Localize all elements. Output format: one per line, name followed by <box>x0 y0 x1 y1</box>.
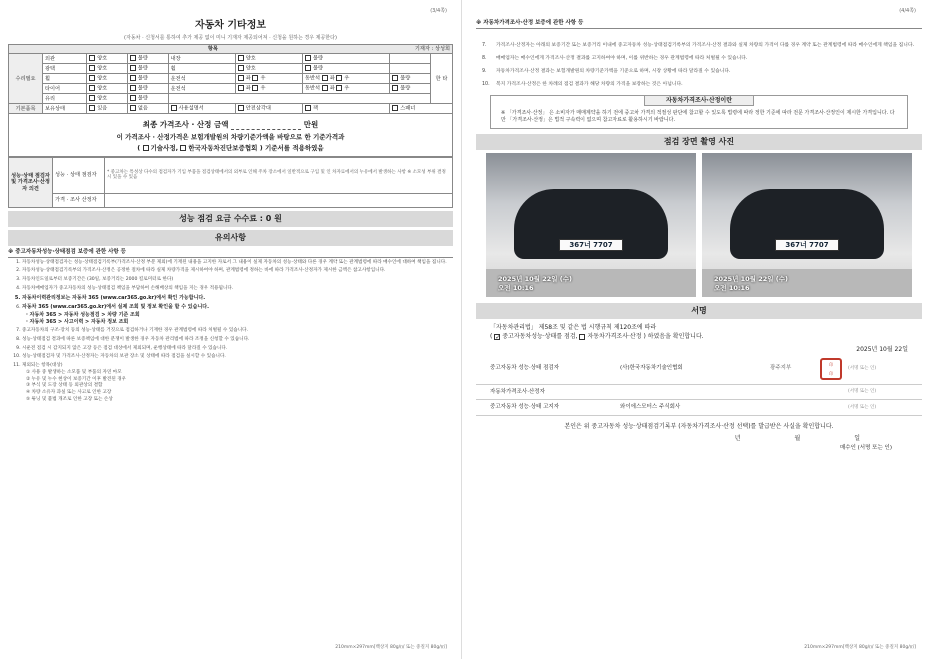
row-part: 외관 <box>43 54 87 64</box>
list-item: 3. 자동차인도일로부터 보증기간은 (30일, 보증거리는 2000 킬로미터로 한다) <box>22 277 453 283</box>
document-title: 자동차 기타정보 <box>194 20 267 31</box>
list-item: 11. 제외되는 항목(대상) ① 사용 중 발생하는 소모품 및 부품의 자연 마모 ② 누유 및 누수 현상이 보증기간 이후 발견된 경우 ③ 부식 및 도장 상태 등 외관상의 결함 ④ 차량 소유자 과실 또는 사고로 인한 고장 ⑤ 튜닝 및 불법 개조로 인한 고장 또는 손상 <box>22 363 453 402</box>
signer-row: 중고자동차 성능·상태 고지자 와이에스모터스 주식회사 (서명 또는 인) <box>476 400 922 416</box>
page-footer: 210mm×297mm[백상지 80g/㎡ 또는 중질지 80g/㎡] <box>804 645 916 651</box>
checkbox[interactable] <box>305 55 311 61</box>
document-subtitle: (자동차 · 신청서를 통하여 추가 제공 없이 미니 기재자 제공되어져 · 신청을 원하는 경우 제공한다) <box>124 34 337 41</box>
final-price-box: 최종 가격조사 · 산정 금액 만원 이 가격조사 · 산정가격은 보험개발원의 차량기준가액을 바탕으로 한 기준가격과 ( 기술사정, 한국자동차진단보증협회 ) 기준서를 적용하였음 <box>8 114 453 157</box>
left-page <box>0 0 462 659</box>
checkbox[interactable] <box>180 145 186 151</box>
checkbox[interactable] <box>392 105 398 111</box>
price-notes <box>476 43 922 88</box>
checkbox[interactable] <box>392 85 398 91</box>
signature-date: 2025년 10월 22일 <box>856 346 908 353</box>
appraiser-text: ※ 「가격조사·산정」 은 소비자가 매매계약을 하기 전에 중고차 가격의 적절성 판단에 참고할 수 있도록 법령에 따라 정한 기준에 따라 전문 가격조사·산정인이 제시한 가격입니다. 다만 「가격조사·산정」은 법적 구속력이 없으며 참고자료로 활용하시기 바랍니다. <box>501 110 895 123</box>
notice-title: 유의사항 <box>8 230 453 246</box>
notice-subtitle: ※ 중고자동차성능·상태점검 보증에 관한 사항 등 <box>8 249 453 258</box>
checkbox[interactable] <box>171 105 177 111</box>
buyer-confirmation: 본인은 위 중고자동차 성능·상태점검기록부 (자동차가격조사·산정 선택)를 발급받은 사실을 확인합니다. <box>564 423 834 431</box>
page-number: (4/4쪽) <box>899 8 916 14</box>
signer-row: 자동차가격조사·산정자 (서명 또는 인) <box>476 385 922 401</box>
checkbox[interactable] <box>252 75 258 81</box>
list-item: 8. 성능·상태점검 결과에 따른 보증책임에 대한 분쟁이 발생한 경우 자동차 관리법에 따라 조정을 신청할 수 있습니다. <box>22 337 453 343</box>
checkbox[interactable] <box>130 105 136 111</box>
checkbox[interactable] <box>238 55 244 61</box>
checkbox[interactable] <box>336 85 342 91</box>
inspection-table: 항목 기재자 : 상성희 수리필요 외관 양호 불량 내장 양호 불량 한 타 광택 양호 불량 휠 양호 불량 휠 양호 불량 운전석 좌 우 동반석 좌 우 불량 타이어 양호 불량 운전석 좌 우 동반석 좌 우 불량 유리 양호 불량 기본품목 보유상태 있음 없음 사용설명서 안전삼각대 잭 스패너 <box>8 44 453 115</box>
right-page <box>468 0 930 659</box>
inspection-photo <box>486 153 696 297</box>
checkbox[interactable] <box>89 55 95 61</box>
inspection-photo <box>702 153 912 297</box>
checkbox[interactable] <box>89 85 95 91</box>
checkbox[interactable] <box>130 55 136 61</box>
list-item: 7. 가격조사·산정자는 아래의 보증기간 또는 보증거리 이내에 중고자동차 성능·상태점검기록부의 가격조사·산정 결과와 실제 차량의 가격이 다를 경우 계약 또는 관계법령에 따라 매수인에게 책임을 집니다. <box>482 42 915 48</box>
list-item: 5. 자동차이력관리정보는 자동차 365 (www.car365.go.kr)에서 확인 가능합니다. <box>22 295 453 301</box>
checkbox[interactable] <box>238 85 244 91</box>
license-plate: 367너 7707 <box>559 239 623 251</box>
checkbox[interactable] <box>392 75 398 81</box>
inspection-photos <box>476 150 922 300</box>
list-item: 2. 자동차성능·상태점검기록부의 가격조사·산정은 공정한 절차에 따라 실제 차량가격을 제시하여야 하며, 관계법령에 정하는 바에 따라 가격조사·산정자가 제시한 금액은 참고사항입니다. <box>22 268 453 274</box>
list-item: 7. 중고자동차의 구조·장치 등의 성능·상태를 거짓으로 점검하거나 기재한 경우 관계법령에 따라 처벌될 수 있습니다. <box>22 328 453 334</box>
signer-row: 중고자동차 성능·상태 점검자 (사)한국자동차기술인협회 광주지부 印 印 (서명 또는 인) <box>476 354 922 385</box>
appraiser-info-box <box>490 95 908 129</box>
checkbox[interactable] <box>238 65 244 71</box>
page-footer: 210mm×297mm[백상지 80g/㎡ 또는 중질지 80g/㎡] <box>335 645 447 651</box>
page-number: (3/4쪽) <box>430 8 447 14</box>
list-item: 8. 매매업자는 매수인에게 가격조사·산정 결과를 고지하여야 하며, 이를 위반하는 경우 관계법령에 따라 처벌될 수 있습니다. <box>482 55 748 61</box>
signature-title: 서명 <box>476 303 922 319</box>
checkbox[interactable] <box>143 145 149 151</box>
checkbox[interactable] <box>336 75 342 81</box>
checkbox[interactable] <box>238 105 244 111</box>
checkbox[interactable] <box>305 65 311 71</box>
signature-statement: 「자동차관리법」 제58조 및 같은 법 시행규칙 제120조에 따라 ( ✓중고자동차성능·상태를 점검, 자동차가격조사·산정 ) 하였음을 확인합니다. <box>476 319 922 346</box>
notice-list <box>8 260 453 403</box>
list-item: 10. 복지 가격조사·산정은 한 차례의 점검 결과가 해당 차량의 가격을 보장하는 것은 아닙니다. <box>482 81 683 87</box>
checkbox[interactable] <box>322 85 328 91</box>
list-item: 1. 자동차성능·상태점검자는 성능·상태점검기록부(가격조사·산정 부분 제외)에 기재된 내용을 고지한 자로서 그 내용이 실제 자동차의 성능·상태와 다른 경우 계약 또는 관계법령에 따라 매수인에 대하여 책임을 집니다. <box>22 260 453 266</box>
price-basis: 이 가격조사 · 산정가격은 보험개발원의 차량기준가액을 바탕으로 한 기준가격과 <box>116 132 345 141</box>
repair-label: 수리필요 <box>9 54 43 104</box>
checkbox[interactable] <box>305 105 311 111</box>
list-item: 10. 성능·상태점검자 및 가격조사·산정자는 자동차의 보관 장소 및 상태에 따라 점검을 실시할 수 있습니다. <box>22 354 453 360</box>
checkbox[interactable] <box>130 65 136 71</box>
checkbox[interactable] <box>89 65 95 71</box>
list-item: 6. 자동차 365 (www.car365.go.kr)에서 실제 조회 및 정보 확인을 할 수 있습니다. · 자동차 365 > 자동차 성능점검 > 차량 기준 조회 · 자동차 365 > 사고이력 > 자동차 정보 조회 <box>22 304 453 325</box>
appraiser-title: 자동차가격조사·산정이란 <box>644 95 754 107</box>
opinion-table: 성능·상태 점검자 및 가격조사·산정자 의견 성능 · 상태 점검자 * 중고차는 특성상 다수의 점검자가 기입 부품을 점검상태에서의 외부로 인해 주차 장소에서 일반적으로 구입 및 인 차자료에서의 누유에서 발생하는 사항 ※ 소모성 부위 결정 시 있을 수 있음 가격 · 조사 산정자 <box>8 157 453 208</box>
top-note: ※ 자동차가격조사·산정 보증에 관한 사항 등 <box>476 20 922 29</box>
basic-items-label: 기본품목 <box>9 104 43 114</box>
buyer-signature: 매수인 (서명 또는 인) <box>839 445 892 452</box>
checkbox[interactable] <box>494 334 500 340</box>
checkbox[interactable] <box>579 334 585 340</box>
confirm-date: 년 월 일 <box>734 434 886 442</box>
checkbox[interactable] <box>130 85 136 91</box>
price-field[interactable] <box>231 122 301 130</box>
checkbox[interactable] <box>322 75 328 81</box>
photo-date: 2025년 10월 22일 (수) <box>714 274 789 283</box>
opinion-text: * 중고차는 특성상 다수의 점검자가 기입 부품을 점검상태에서의 외부로 인해 주차 장소에서 일반적으로 구입 및 인 차자료에서의 누유에서 발생하는 사항 ※ 소모성 부위 결정 시 있을 수 있음 <box>105 157 453 193</box>
seal-stamp: 印 印 <box>820 358 842 380</box>
photo-date: 2025년 10월 22일 (수) <box>498 274 573 283</box>
checkbox[interactable] <box>252 85 258 91</box>
checkbox[interactable] <box>238 75 244 81</box>
checkbox[interactable] <box>89 105 95 111</box>
checkbox[interactable] <box>130 75 136 81</box>
checkbox[interactable] <box>89 95 95 101</box>
photo-time: 오전 10:16 <box>714 283 750 292</box>
fee-bar: 성능 점검 요금 수수료 : 0 원 <box>8 211 453 227</box>
photo-section-title: 점검 장면 촬영 사진 <box>476 134 922 150</box>
price-title: 최종 가격조사 · 산정 금액 <box>142 120 229 130</box>
list-item: 9. 자동차가격조사·산정 결과는 보험개발원의 차량기준가액을 기준으로 하며, 시장 상황에 따라 달라질 수 있습니다. <box>482 68 731 74</box>
checkbox[interactable] <box>130 95 136 101</box>
list-item: 4. 자동차매매업자가 중고자동차의 성능·상태점검 책임을 부담하여 손해배상의 책임을 지는 경우 적용됩니다. <box>22 286 453 292</box>
license-plate: 367너 7707 <box>775 239 839 251</box>
opinion-label: 성능·상태 점검자 및 가격조사·산정자 의견 <box>9 157 53 207</box>
list-item: 9. 시운전 점검 시 감지되지 않은 고장 등은 점검 대상에서 제외되며, 운행상태에 따라 달라질 수 있습니다. <box>22 346 453 352</box>
table-header: 항목 기재자 : 상성희 <box>9 44 453 54</box>
photo-time: 오전 10:16 <box>498 283 534 292</box>
checkbox[interactable] <box>89 75 95 81</box>
